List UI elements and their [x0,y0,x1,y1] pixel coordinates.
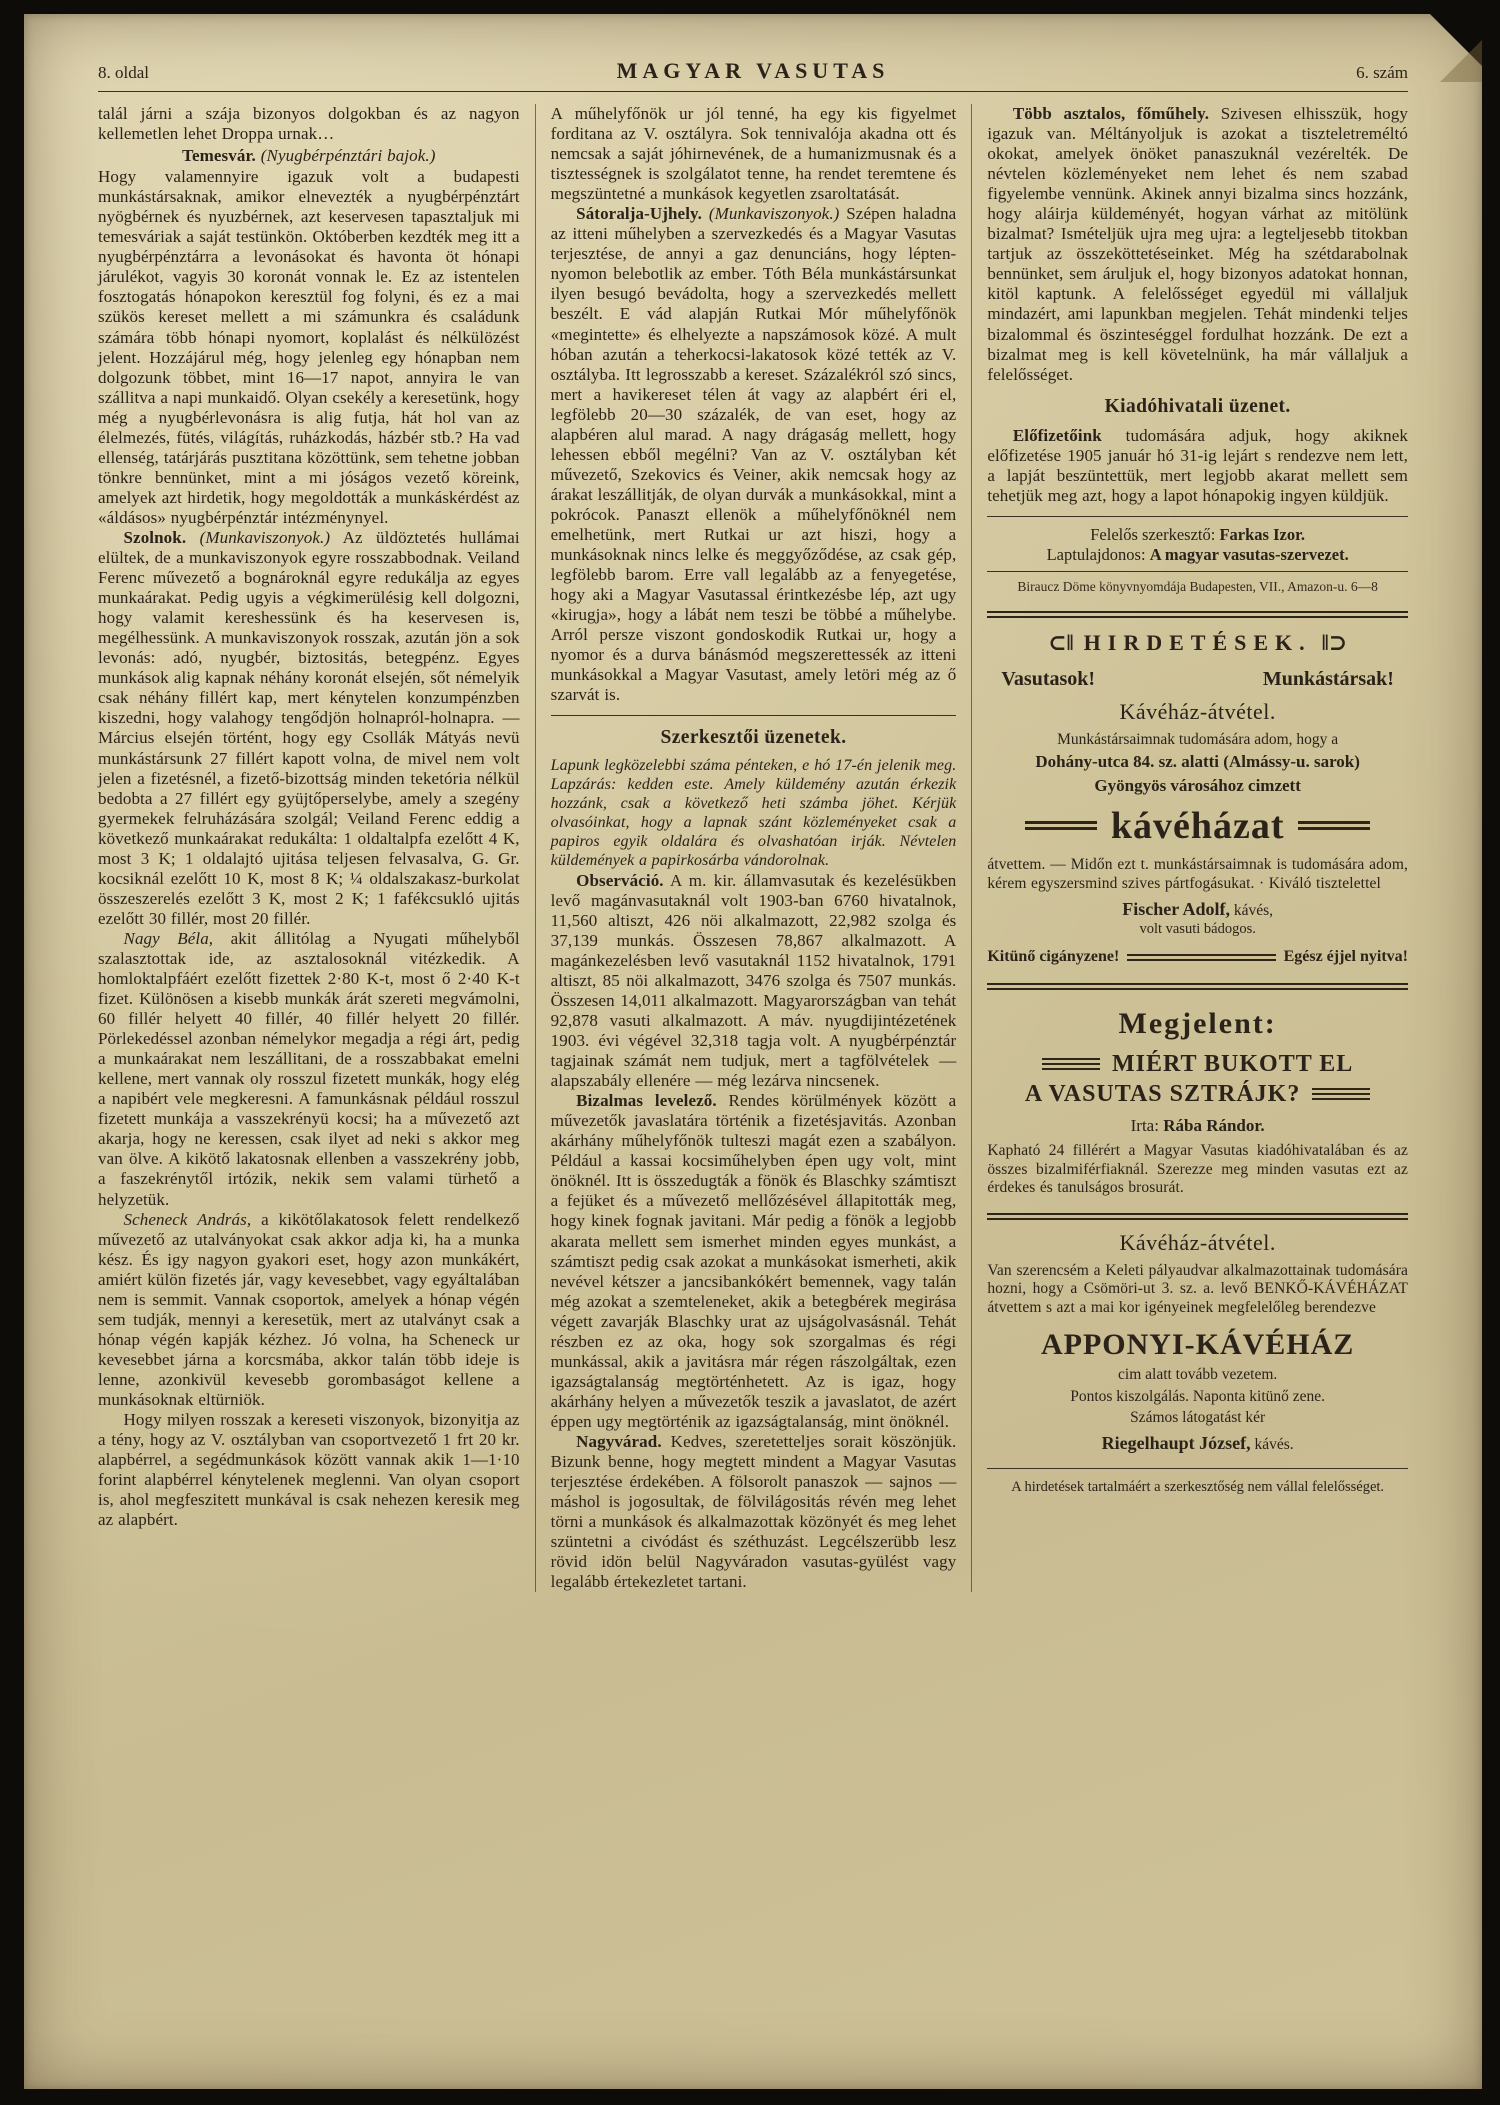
footer-divider [987,1468,1408,1469]
item-lead: Több asztalos, főműhely. [1012,104,1210,123]
brosura-title: MIÉRT BUKOTT EL [1111,1050,1354,1077]
ad-body: átvettem. — Midőn ezt t. munkástársaimnak is tudomására adom, kérem egyszersmind szives pártfogásukat. · Kiváló tisztelettel [987,856,1408,892]
newspaper-page [24,14,1482,2089]
ad-divider [987,983,1408,990]
ad-big-title: APPONYI-KÁVÉHÁZ [1040,1327,1355,1361]
item-lead: Nagyvárad. [576,1431,662,1451]
newspaper-title: MAGYAR VASUTAS [616,58,890,83]
article-subject: (Munkaviszonyok.) [186,527,331,547]
article-body: Az üldöztetés hullámai elültek, de a munkaviszonyok egyre rosszabbodnak. Veiland Ferenc művezető a bognároknál egyre redukálja az egyes munkaárakat. Pedig ugyis a végkimerülésig kell dolgozni, hogy valamit kereshessünk és ha keservesen is, megélhessünk. A munkaviszonyok rosszak, azután jön a sok levonás: adó, nyugbér, biztositás, betegpénz. Egyes munkások alig kapnak néhány koronát elsején, sőt némelyik csak néhány fillért kap, mert kénytelen konzumpénzben kiszedni, hogy valahogy tengődjön holnapról-holnapra. — Március elsején történt, hogy egy Csollák Mátyás nevü munkástársunk 27 fillért kapott volna, de mivel nem volt jelen a fizetésnél, a fizető-bizottság minden teketória nélkül bedobta a 27 fillért egy gyüjtőperselybe, amely a szegény gyermekek felruházására szolgál; Veiland Ferenc eddig a következő munkaárakat redukálta: 1 oldaltalpfa ezelőtt 4 K, most 3 K; 1 oldalajtó ujitása teljesen felvasalva, G. Gr. kocsiknál ezelőtt 10 K, most 8 K; ¼ oldalszakasz-burkolat összeszerelés ezelőtt 3 K, most 2 K; 1 fafékcsukló ujitás ezelőtt 30 fillér, most 20 fillér. [98,527,520,928]
editor-label: Felelős szerkesztő: [1090,524,1220,544]
person-name: Scheneck András, [123,1209,252,1229]
ad-heading: Megjelent: [1118,1007,1277,1041]
ads-disclaimer: A hirdetések tartalmáért a szerkesztőség nem vállal felelősséget. [1011,1479,1385,1496]
ad-callout [987,668,1408,692]
owner-line [987,545,1408,564]
page-corner-fold-shade [1440,36,1482,82]
ad-brosura [987,1006,1408,1197]
editor-item-observacio [551,871,957,1092]
editor-item-tobb-asztalos [987,104,1408,385]
item-lead: Observáció. [576,870,664,890]
ad-signature [987,1433,1408,1454]
article-subject: (Munkaviszonyok.) [702,204,840,224]
left-bracket-ornament-icon: ⊂‖ [1048,629,1074,655]
signature-name: Riegelhaupt József, [1101,1433,1251,1454]
item-body: Kedves, szeretetteljes sorait köszönjük. Bizunk benne, hogy megtett mindent a Magyar Vasutas terjesztése érdekében. A fölsorolt panaszok — sajnos — máshol is jogosultak, de fölvilágositás révén meg lehet törni a munkások és alkalmazottak közönyét és meg lehet szüntetni a civódást és széthuzást. Legcélszerübb lesz rövid idön belül Nagyváradon vasutas-gyülést vagy legalább értekezletet tartani. [550,1431,957,1592]
printer-line: Biraucz Döme könyvnyomdája Budapesten, VII., Amazon-u. 6—8 [1017,578,1378,594]
owner-name: A magyar vasutas-szervezet. [1149,545,1349,565]
column-3 [971,104,1408,1592]
ad-body: Van szerencsém a Keleti pályaudvar alkalmazottainak tudomására hozni, hogy a Csömöri-ut 3. sz. a. levő BENKŐ-KÁVÉHÁZAT átvettem s azt a mai kor igényeinek megfelelőleg berendezve [987,1262,1408,1316]
responsible-editor-line [987,525,1408,544]
ad-bigword-row [987,804,1408,849]
ad-line: cim alatt tovább vezetem. [1118,1366,1278,1384]
signature-role: kávés, [1229,901,1273,919]
brosura-title: A VASUTAS SZTRÁJK? [1024,1080,1301,1107]
ad-line: Munkástársaimnak tudomására adom, hogy a [1057,731,1339,749]
ad-title: Kávéház-átvétel. [1119,1230,1276,1256]
item-body: tudomására adjuk, hogy akiknek előfizetése 1905 január hó 31-ig lejárt s rendezve nem lett, a lapját beszüntettük, mert legjobb akarat mellett sem tehetjük meg azt, hogy a lapot hónapokig ingyen küldjük. [987,425,1408,505]
paragraph-nagy-bela [98,929,520,1210]
ad-signature [987,899,1408,920]
item-body: Rendes körülmények között a művezetők javaslatára történik a fizetésjavitás. Azonban akárhány műhelyfőnök tulteszi magát ezen a szabályon. Például a kassai kocsiműhelyben épen ugy volt, mint önöknél. Itt is összedugták a fönök és Blaschky számtiszt a fejüket és a művezető mellőzésével állapitották meg, hogy kinek fognak javitani. Már pedig a fönök a legjobb akarata mellett sem ismerhet minden egyes munkást, a számtiszt pedig csak azokat a munkásokat ismerheti, akik nevével kétszer a jancsibankókért bemennek, vagy talán még azokat a szemteleneket, akik a betegbérek megirása végett zavarják Blaschky urat az ujságolvasásnál. Tehát részben ez az oka, hogy sok szorgalmas és régi munkással, akik a javitásra már régen rászolgáltak, ezen igazságtalanság megtörténhetett. Az is igaz, hogy akárhány helyen a művezetők teszik a javaslatot, de azért éppen ugy megtörténik az igazságtalanság, mint önöknél. [550,1091,957,1431]
column-2 [535,104,972,1592]
double-line-ornament-icon [1298,821,1370,830]
ad-line: Gyöngyös városához cimzett [1094,775,1301,795]
ad-fischer-kavehaz [987,668,1408,968]
right-bracket-ornament-icon: ‖⊃ [1321,629,1348,655]
signature-name: Fischer Adolf, [1122,898,1230,919]
section-heading-publisher-message: Kiadóhivatali üzenet. [1104,395,1291,417]
bottom-right: Egész éjjel nyitva! [1283,948,1408,966]
article-body-temesvar: Hogy valamennyire igazuk volt a budapesti munkástársaknak, amikor elnevezték a nyugbérpénztárt nyögbérnek és nyuzbérnek, azt keservesen tapasztaljuk mi temesváriak a saját testünkön. Októberben kezdték meg itt a nyugbérpénztárra a levonásokat és havonta öt hónapi járulékot, vagyis 30 koronát vonnak le. Ez az istentelen fosztogatás hónapokon keresztül fog folyni, és ez a mai szükös kereset mellett a mi számunkra és családunk számára több hónapi nyomort, koplalást és nélkülözést jelent. Hozzájárul még, hogy jelenleg egy hónapban nem dolgozunk többet, mint 16—17 napot, annyira le van szállitva a napi munkaidő. Olyan csekély a keresetünk, hogy még a nyugbérlevonásra is alig futja, hát hol van az élelmezés, fütés, világítás, ruházkodás, házbér stb.? Ha vad ellenség, tatárjárás pusztitana közöttünk, sem tehetne jobban tönkre bennünket, mint a mi jóságos vezető köreink, amelyek azt hirdetik, hogy megoldották a munkáskérdést az «áldásos» nyugbérpénztár intézménynyel. [98,167,520,527]
ad-title: Kávéház-átvétel. [1119,699,1276,725]
issue-number: 6. szám [1356,63,1408,82]
ad-apponyi-kavehaz [987,1230,1408,1454]
editor-item-nagyvarad [551,1432,957,1592]
section-divider [551,715,957,716]
article-satoralja [551,204,957,705]
item-lead: Előfizetőink [1012,425,1102,445]
brosura-title-line1 [987,1050,1408,1078]
paragraph-body: a kikötőlakatosok felett rendelkező művezető az utalványokat csak akkor adja ki, ha a munka kész. És igy nagyon gyakori eset, hogy azon munkákért, amiért külön fizetés jár, vagy kevesebbet, vagy egyáltalában nem is semmit. Vannak csoportok, amelyek a hónap végén sem tudják, mennyi a keresetük, mert az utalványt csak a hónap végén kapják kézhez. Jó volna, ha Scheneck ur kevesebbet járna a korcsmába, akkor talán több ideje is lenne, azonkivül kevesebb gorombaságot kellene a munkásoknak eltürniök. [98,1209,520,1409]
ad-body: Kapható 24 fillérért a Magyar Vasutas kiadóhivatalában és az összes bizalmiférfiaknál. Szerezze meg minden vasutas ezt az érdekes és tanulságos brosurát. [987,1142,1408,1196]
ads-top-divider [987,611,1408,618]
bottom-left: Kitünő cigányzene! [987,948,1120,966]
article-head-temesvar [98,146,520,166]
page-number: 8. oldal [98,63,149,82]
person-name: Nagy Béla, [123,928,214,948]
dateline: Sátoralja-Ujhely. [576,204,703,224]
brosura-title-line2 [987,1080,1408,1108]
masthead [98,58,1408,84]
dateline: Temesvár. [182,146,256,166]
ad-bottom-row [987,948,1408,967]
triple-line-ornament-icon [1042,1058,1100,1070]
item-body: Szivesen elhisszük, hogy igazuk van. Méltányoljuk is azokat a tiszteletreméltó okokat, amelyek önöket panaszuknál vezérelték. De névtelen közleményeket nem lehet és nem szabad figyelembe vennünk. Akinek annyi bizalma sincs hozzánk, hogy aláirja küldeményét, hogyan várhat az mitölünk bizalmat? Ismételjük ujra meg ujra: a legteljesebb titokban tartjuk az összeköttetéseinket. Még ha szétdarabolnak bennünket, sem áruljuk el, hogy bizonyos adatokat honnan, kitöl kaptunk. A felelősséget egyedül mi vállaljuk mindazért, ami lapunkban megjelen. Tehát mindenki teljes bizalommal és öszinteséggel fordulhat hozzánk. De ezt a bizalmat meg is kell követelnünk, ha már vállaljuk a felelősséget. [987,104,1408,384]
ads-section-header [987,630,1408,656]
editor-notice: Lapunk legközelebbi száma pénteken, e hó 17-én jelenik meg. Lapzárás: kedden este. Amely küldemény azután érkezik hozzánk, csak a következő heti számba jöhet. Kérjük olvasóinkat, hogy a lapnak szánt közleményeket csak a papiros egyik oldalára és olvashatóan irják. Névtelen küldemények a papirkosárba vándorolnak. [550,757,957,869]
double-line-ornament-icon [1025,821,1097,830]
ads-section-title: HIRDETÉSEK. [1083,629,1312,655]
ad-big-word: kávéházat [1110,804,1285,847]
signature-role: kávés. [1250,1436,1294,1454]
ad-divider [987,1213,1408,1220]
page-content [24,14,1482,1592]
article-szolnok [98,528,520,929]
dateline: Szolnok. [123,527,187,547]
article-subject: (Nyugbérpénztári bajok.) [255,146,436,166]
owner-label: Laptulajdonos: [1046,545,1150,565]
editor-item-bizalmas [551,1091,957,1432]
callout-left: Vasutasok! [1001,667,1096,690]
paragraph-continuation: A műhelyfőnök ur jól tenné, ha egy kis figyelmet forditana az V. osztályra. Sok tennivalója akadna ott és nemcsak a saját jóhirnevének, de a humanizmusnak és a tisztességnek is szolgálatot tenne, ha rendet teremtene és megszüntetné a munkások kegyetlen zsaroltatását. [550,104,957,204]
publisher-message [987,426,1408,506]
brosura-author [987,1116,1408,1136]
paragraph-body: akit állitólag a Nyugati műhelyből szalasztottak ide, az asztalosoknál vitézkedik. A homloktalpfáért ezelőtt fizettek 2·80 K-t, most ő 2·40 K-t fizet. Különösen a kisebb munkák árát szereti megvámolni, 60 fillér helyett 40 fillér, 40 fillér helyett 20 fillér. Pörlekedéssel azonban némelykor megadja a régi árt, pedig a munkaárakat nem leszállitani, de a rosszabbakat emelni kellene, mert vannak oly rosszul fizetett munkák, hogy elég a napibért vele megkeresni. A famunkásnak például rosszul fizetett munkája a vasszekrényü kocsi; ha a művezető azt akarja, hogy ne keressen, csak ilyet ad neki s akkor meg van ölve. A kikötő lakatosnak ellenben a vasszekrény jobb, a faszekrénytől irtózik, nekik sem valami türhető a helyzetük. [98,928,520,1209]
item-body: A m. kir. államvasutak és kezelésükben levő magánvasutaknál volt 1903-ban 6760 hivatalnok, 11,560 altiszt, 426 nöi alkalmazott, 22,982 szolga és 37,139 munkás. Összesen 78,867 alkalmazott. A magánkezelésben levő vasutaknál 1152 hivatalnok, 1791 altiszt, 85 nöi alkalmazott, 3476 szolga és 7507 munkás. Összesen 14,011 alkalmazott. Magyarországban van tehát 92,878 vasuti alkalmazott. A máv. nyugdijintézetének 1903. évi végével 32,318 tagja volt. A nyugbérpénztár tagjainak számát nem tudjuk, mert a tagfölvételek — alapszabály ellenére — még lezárva nincsenek. [550,870,957,1091]
ad-line: Pontos kiszolgálás. Naponta kitünő zene. [1070,1387,1326,1405]
ad-address: Dohány-utca 84. sz. alatti (Almássy-u. sarok) [1035,752,1360,772]
callout-right: Munkástársak! [1262,667,1394,690]
double-line-ornament-icon [1127,954,1275,961]
author-label: Irta: [1130,1116,1164,1136]
triple-line-ornament-icon [1312,1088,1370,1100]
article-body: Szépen haladna az itteni műhelyben a szervezkedés és a Magyar Vasutas terjesztése, de annyi a gaz denunciáns, hogy lépten-nyomon belebotlik az ember. Tóth Béla munkástársunkat ilyen besugó bevádolta, hogy a szervezkedés mellett beszélt. E vád alapján Rutkai Mór műhelyfőnök «megintette» és elhelyezte a napszámosok közé. A mult hóban azután a teherkocsi-lakatosok közé tették az V. osztályba. Itt legrosszabb a kereset. Százalékról szó sincs, mert a havikereset télen át vagy az alapbért éri el, legfölebb 20—30 százalék, de van eset, hogy az alapbéren alul marad. A nagy drágaság mellett, hogy lehessen ebből megélni? Van az V. osztályban két művezető, Szekovics és Veiner, akik nemcsak hogy az árakat leszállitják, de olyan durvák a munkásokkal, mint a pokrócok. Panaszt ellenök a műhelyfőnöknél nem emelhetünk, mert Rutkai ur azt hiszi, hogy a munkásoknak nincs lelke és meggyőződése, az csak gép, legfölebb barom. Erre vall legalább az a fenyegetése, hogy aki a Magyar Vasutassal érintkezésbe lép, azt ugy «kirugja», hogy a lábát nem teszi be többé a műhelybe. Arról persze viszont gondoskodik Rutkai ur, hogy a nyomor és a durva bánásmód megszerettessék az itteni munkásokkal a Magyar Vasutast, amely letöri még az ő szarvát is. [550,204,957,705]
editor-name: Farkas Izor. [1219,524,1306,544]
paragraph-closing: Hogy milyen rosszak a kereseti viszonyok, bizonyitja az a tény, hogy az V. osztályban van csoportvezető 1 frt 20 kr. alapbérrel, a segédmunkások között vannak akik 1—1·10 forint alapbérrel kénytelenek meglenni. Van olyan csoport is, ahol megfeszitett munkával is csak nehezen keresik meg az alapbért. [98,1410,520,1530]
column-1 [98,104,535,1592]
ad-line: Számos látogatást kér [1130,1408,1266,1426]
imprint-block [987,516,1408,572]
section-heading-editor-messages: Szerkesztői üzenetek. [660,727,847,749]
paragraph-scheneck [98,1210,520,1410]
paragraph-continuation: talál járni a szája bizonyos dolgokban és az nagyon kellemetlen lehet Droppa urnak… [98,104,520,144]
columns [98,104,1408,1592]
signature-note: volt vasuti bádogos. [1139,921,1256,938]
author-name: Rába Rándor. [1163,1116,1265,1136]
item-lead: Bizalmas levelező. [576,1091,717,1111]
masthead-divider [98,91,1408,92]
